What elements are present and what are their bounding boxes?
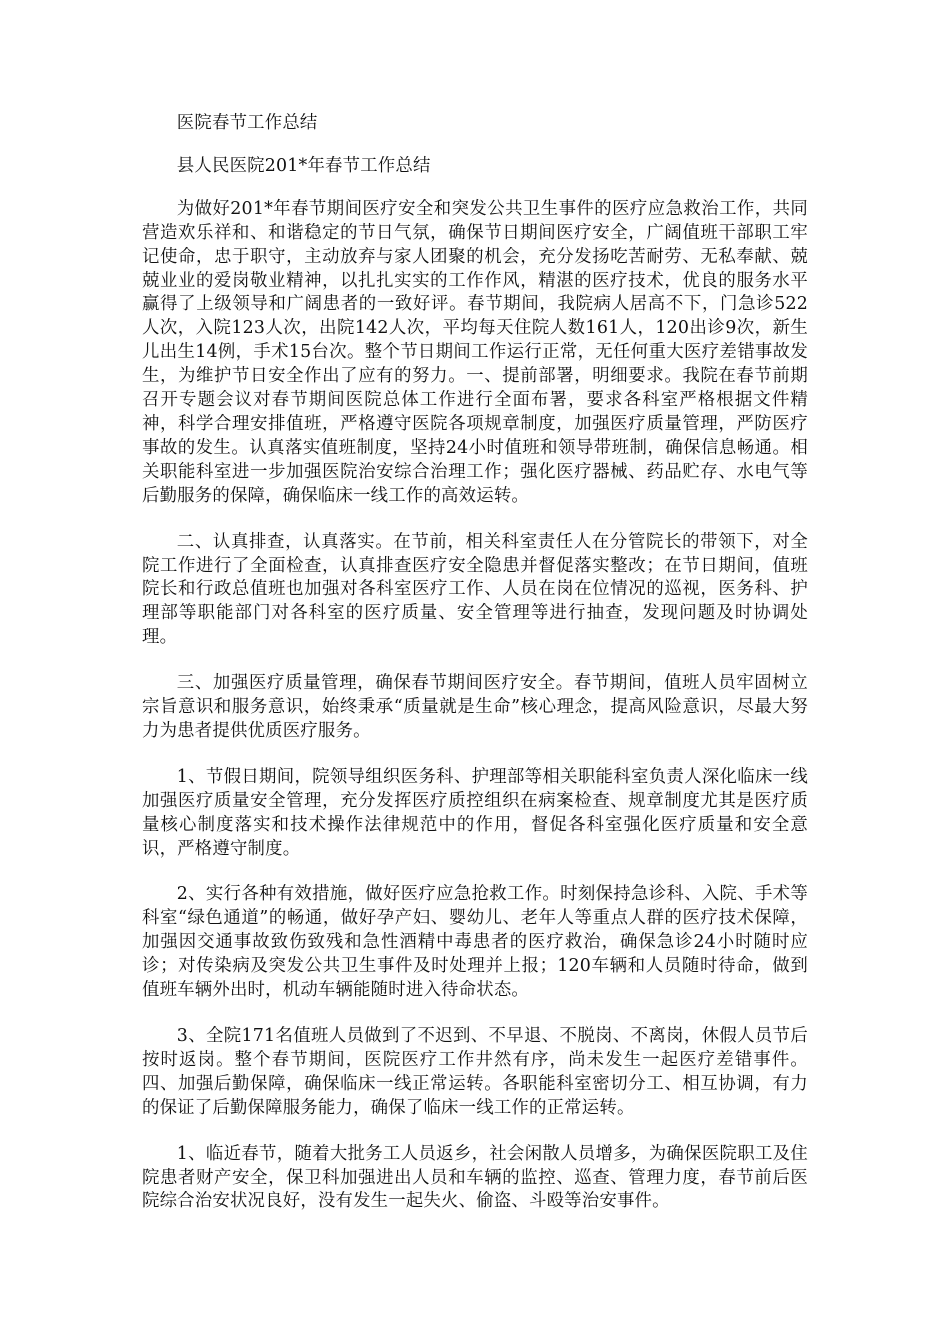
- paragraph-item-1: 1、节假日期间，院领导组织医务科、护理部等相关职能科室负责人深化临床一线加强医疗质量安全管理，充分发挥医疗质控组织在病案检查、规章制度尤其是医疗质量核心制度落实和技术操作法律规范中的作用，督促各科室强化医疗质量和安全意识，严格遵守制度。: [142, 766, 808, 859]
- paragraph-item-3: 3、全院171名值班人员做到了不迟到、不早退、不脱岗、不离岗，休假人员节后按时返岗。整个春节期间，医院医疗工作井然有序，尚未发生一起医疗差错事件。四、加强后勤保障，确保临床一线正常运转。各职能科室密切分工、相互协调，有力的保证了后勤保障服务能力，确保了临床一线工作的正常运转。: [142, 1026, 808, 1118]
- paragraph-item-2: 2、实行各种有效措施，做好医疗应急抢救工作。时刻保持急诊科、入院、手术等科室“绿色通道”的畅通，做好孕产妇、婴幼儿、老年人等重点人群的医疗技术保障，加强因交通事故致伤致残和急性酒精中毒患者的医疗救治，确保急诊24小时随时应诊；对传染病及突发公共卫生事件及时处理并上报；120车辆和人员随时待命，做到值班车辆外出时，机动车辆能随时进入待命状态。: [142, 884, 808, 1001]
- paragraph-section-3: 三、加强医疗质量管理，确保春节期间医疗安全。春节期间，值班人员牢固树立宗旨意识和服务意识，始终秉承“质量就是生命”核心理念，提高风险意识，尽最大努力为患者提供优质医疗服务。: [142, 673, 808, 741]
- document-subtitle: 县人民医院201*年春节工作总结: [176, 155, 431, 176]
- paragraph-intro: 为做好201*年春节期间医疗安全和突发公共卫生事件的医疗应急救治工作，共同营造欢乐祥和、和谐稳定的节日气氛，确保节日期间医疗安全，广阔值班干部职工牢记使命，忠于职守，主动放弃与家人团聚的机会，充分发扬吃苦耐劳、无私奉献、兢兢业业的爱岗敬业精神，以扎扎实实的工作作风，精湛的医疗技术，优良的服务水平赢得了上级领导和广阔患者的一致好评。春节期间，我院病人居高不下，门急诊522人次，入院123人次，出院142人次，平均每天住院人数161人，120出诊9次，新生儿出生14例，手术15台次。整个节日期间工作运行正常，无任何重大医疗差错事故发生，为维护节日安全作出了应有的努力。一、提前部署，明细要求。我院在春节前期召开专题会议对春节期间医院总体工作进行全面布署，要求各科室严格根据文件精神，科学合理安排值班，严格遵守医院各项规章制度，加强医疗质量管理，严防医疗事故的发生。认真落实值班制度，坚持24小时值班和领导带班制，确保信息畅通。相关职能科室进一步加强医院治安综合治理工作；强化医疗器械、药品贮存、水电气等后勤服务的保障，确保临床一线工作的高效运转。: [142, 198, 808, 506]
- document-title: 医院春节工作总结: [176, 113, 318, 133]
- document-page: [142, 112, 808, 1214]
- paragraph-logistics-1: 1、临近春节，随着大批务工人员返乡，社会闲散人员增多，为确保医院职工及住院患者财产安全，保卫科加强进出人员和车辆的监控、巡查、管理力度，春节前后医院综合治安状况良好，没有发生一起失火、偷盗、斗殴等治安事件。: [142, 1143, 808, 1212]
- paragraph-section-2: 二、认真排查，认真落实。在节前，相关科室责任人在分管院长的带领下，对全院工作进行了全面检查，认真排查医疗安全隐患并督促落实整改；在节日期间，值班院长和行政总值班也加强对各科室医疗工作、人员在岗在位情况的巡视，医务科、护理部等职能部门对各科室的医疗质量、安全管理等进行抽查，发现问题及时协调处理。: [142, 531, 808, 648]
